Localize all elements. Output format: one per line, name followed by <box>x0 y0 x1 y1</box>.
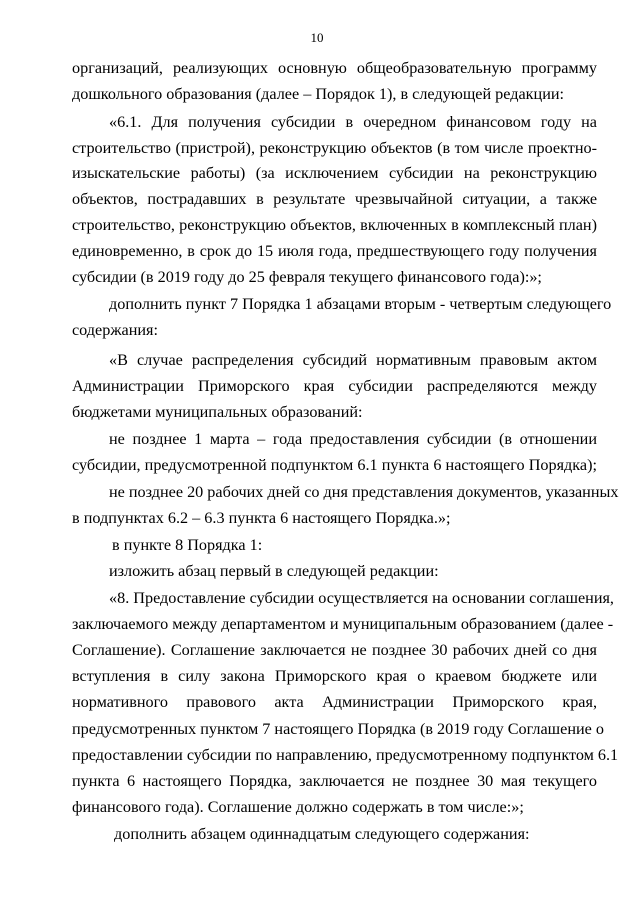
text-line: изложить абзац первый в следующей редакции: <box>109 562 439 580</box>
text-line: единовременно, в срок до 15 июля года, предшествующего году получения <box>72 242 597 260</box>
text-line: строительство (пристрой), реконструкцию объектов (в том числе проектно- <box>72 139 597 157</box>
text-line: не позднее 1 марта – года предоставления субсидии (в отношении <box>109 430 597 448</box>
text-line: «8. Предоставление субсидии осуществляется на основании соглашения, <box>109 589 614 607</box>
text-line: организаций, реализующих основную общеобразовательную программу <box>72 59 597 77</box>
text-line: нормативного правового акта Администрации Приморского края, <box>72 693 597 711</box>
text-line: изыскательские работы) (за исключением субсидии на реконструкцию <box>72 164 597 182</box>
text-line: предоставлении субсидии по направлению, предусмотренному подпунктом 6.1 <box>72 746 619 764</box>
text-line: дополнить абзацем одиннадцатым следующего содержания: <box>114 825 530 843</box>
text-line: не позднее 20 рабочих дней со дня представления документов, указанных <box>109 483 619 501</box>
text-line: в подпунктах 6.2 – 6.3 пункта 6 настоящего Порядка.»; <box>72 509 451 527</box>
text-line: содержания: <box>72 321 158 339</box>
text-line: бюджетами муниципальных образований: <box>72 403 363 421</box>
text-line: вступления в силу закона Приморского края о краевом бюджете или <box>72 667 597 685</box>
text-line: в пункте 8 Порядка 1: <box>112 536 263 554</box>
page-number: 10 <box>310 30 324 45</box>
text-line: строительство, реконструкцию объектов, включенных в комплексный план) <box>72 216 597 234</box>
text-line: пункта 6 настоящего Порядка, заключается не позднее 30 мая текущего <box>72 772 597 790</box>
text-line: дошкольного образования (далее – Порядок 1), в следующей редакции: <box>72 85 565 103</box>
text-line: заключаемого между департаментом и муниципальным образованием (далее - <box>72 615 614 633</box>
text-line: «6.1. Для получения субсидии в очередном финансовом году на <box>109 113 597 131</box>
text-line: финансового года). Соглашение должно содержать в том числе:»; <box>72 798 524 816</box>
text-line: «В случае распределения субсидий нормативным правовым актом <box>109 351 597 369</box>
text-line: Администрации Приморского края субсидии распределяются между <box>72 377 597 395</box>
text-line: дополнить пункт 7 Порядка 1 абзацами вторым - четвертым следующего <box>109 295 612 313</box>
text-line: субсидии, предусмотренной подпунктом 6.1 пункта 6 настоящего Порядка); <box>72 456 597 474</box>
text-line: субсидии (в 2019 году до 25 февраля текущего финансового года):»; <box>72 268 542 286</box>
text-line: объектов, пострадавших в результате чрезвычайной ситуации, а также <box>72 190 597 208</box>
text-line: предусмотренных пунктом 7 настоящего Порядка (в 2019 году Соглашение о <box>72 720 604 738</box>
text-line: Соглашение). Соглашение заключается не позднее 30 рабочих дней со дня <box>72 641 597 659</box>
